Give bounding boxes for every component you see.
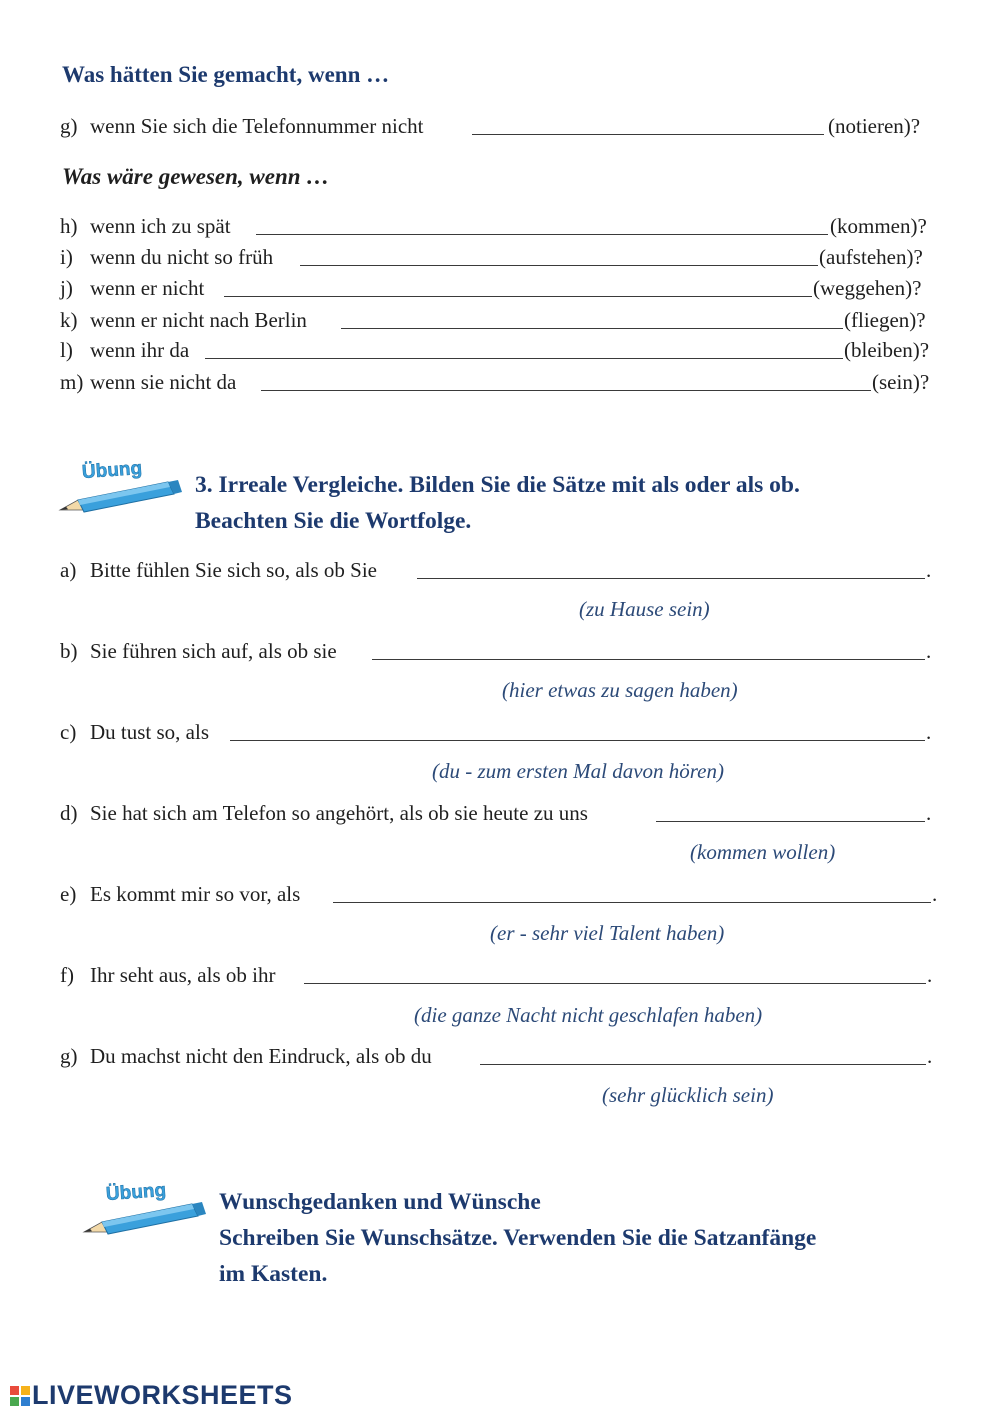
item-period: . — [926, 558, 932, 582]
exercise-item — [60, 112, 940, 140]
item-label: c) — [60, 720, 77, 744]
exercise-item — [60, 799, 940, 827]
item-text: wenn er nicht — [90, 276, 205, 300]
item-period: . — [927, 963, 933, 987]
item-text: wenn ich zu spät — [90, 214, 231, 238]
answer-blank[interactable] — [304, 983, 926, 984]
item-period: . — [927, 1044, 933, 1068]
exercise-badge-label: Übung — [105, 1179, 167, 1206]
answer-blank[interactable] — [300, 265, 818, 266]
item-hint: (die ganze Nacht nicht geschlafen haben) — [414, 1003, 763, 1027]
exercise-title-line: Wunschgedanken und Wünsche — [219, 1189, 541, 1215]
item-label: m) — [60, 370, 84, 394]
item-hint-verb: (notieren)? — [828, 114, 921, 138]
exercise-item — [60, 336, 940, 364]
answer-blank[interactable] — [333, 902, 931, 903]
item-period: . — [932, 882, 938, 906]
item-label: f) — [60, 963, 74, 987]
item-text: wenn du nicht so früh — [90, 245, 274, 269]
item-hint-verb: (weggehen)? — [813, 276, 922, 300]
item-label: d) — [60, 801, 78, 825]
exercise-title-line: Beachten Sie die Wortfolge. — [195, 508, 472, 534]
item-period: . — [926, 720, 932, 744]
logo-grid-icon — [10, 1386, 30, 1406]
item-text: wenn ihr da — [90, 338, 190, 362]
item-label: b) — [60, 639, 78, 663]
item-text: wenn er nicht nach Berlin — [90, 308, 307, 332]
exercise-item — [60, 368, 940, 396]
item-label: i) — [60, 245, 73, 269]
item-hint-verb: (fliegen)? — [844, 308, 926, 332]
exercise-item — [60, 718, 940, 746]
item-hint: (er - sehr viel Talent haben) — [490, 921, 725, 945]
item-text: wenn sie nicht da — [90, 370, 237, 394]
item-label: g) — [60, 1044, 78, 1068]
exercise-title-line: 3. Irreale Vergleiche. Bilden Sie die Sätze mit als oder als ob. — [195, 472, 800, 498]
answer-blank[interactable] — [256, 234, 828, 235]
exercise-item — [60, 961, 940, 989]
item-hint: (kommen wollen) — [690, 840, 836, 864]
exercise-title-line: Schreiben Sie Wunschsätze. Verwenden Sie die Satzanfänge — [219, 1225, 817, 1251]
item-text: Es kommt mir so vor, als — [90, 882, 301, 906]
exercise-item — [60, 556, 940, 584]
exercise-badge — [80, 1179, 210, 1242]
item-label: l) — [60, 338, 73, 362]
exercise-badge-label: Übung — [81, 457, 143, 484]
item-hint: (du - zum ersten Mal davon hören) — [432, 759, 725, 783]
exercise-item — [60, 274, 940, 302]
exercise-item — [60, 637, 940, 665]
item-hint: (zu Hause sein) — [579, 597, 710, 621]
exercise-item — [60, 243, 940, 271]
liveworksheets-logo[interactable] — [10, 1380, 293, 1410]
logo-text: LIVEWORKSHEETS — [32, 1380, 293, 1410]
item-hint: (hier etwas zu sagen haben) — [502, 678, 738, 702]
item-period: . — [926, 801, 932, 825]
exercise-badge — [56, 457, 186, 520]
exercise-item — [60, 212, 940, 240]
answer-blank[interactable] — [261, 390, 871, 391]
item-text: Du machst nicht den Eindruck, als ob du — [90, 1044, 432, 1068]
section-heading-past: Was wäre gewesen, wenn … — [62, 164, 330, 189]
item-text: wenn Sie sich die Telefonnummer nicht — [90, 114, 424, 138]
answer-blank[interactable] — [480, 1064, 926, 1065]
item-text: Bitte fühlen Sie sich so, als ob Sie — [90, 558, 377, 582]
item-hint-verb: (kommen)? — [830, 214, 927, 238]
item-hint-verb: (bleiben)? — [844, 338, 930, 362]
item-text: Sie führen sich auf, als ob sie — [90, 639, 337, 663]
answer-blank[interactable] — [230, 740, 925, 741]
answer-blank[interactable] — [656, 821, 925, 822]
exercise-item — [60, 306, 940, 334]
item-hint-verb: (sein)? — [872, 370, 930, 394]
item-label: a) — [60, 558, 77, 582]
item-text: Sie hat sich am Telefon so angehört, als ob sie heute zu uns — [90, 801, 588, 825]
answer-blank[interactable] — [472, 134, 824, 135]
item-label: j) — [60, 276, 73, 300]
answer-blank[interactable] — [372, 659, 925, 660]
item-text: Du tust so, als — [90, 720, 210, 744]
item-hint-verb: (aufstehen)? — [819, 245, 923, 269]
answer-blank[interactable] — [341, 328, 843, 329]
answer-blank[interactable] — [205, 358, 843, 359]
answer-blank[interactable] — [417, 578, 925, 579]
exercise-item — [60, 880, 940, 908]
item-label: g) — [60, 114, 78, 138]
exercise-item — [60, 1042, 940, 1070]
item-hint: (sehr glücklich sein) — [602, 1083, 774, 1107]
item-period: . — [926, 639, 932, 663]
exercise-title-line: im Kasten. — [219, 1261, 328, 1287]
item-label: h) — [60, 214, 78, 238]
item-label: e) — [60, 882, 77, 906]
answer-blank[interactable] — [224, 296, 812, 297]
item-text: Ihr seht aus, als ob ihr — [90, 963, 276, 987]
item-label: k) — [60, 308, 78, 332]
section-heading-hypothetical: Was hätten Sie gemacht, wenn … — [62, 62, 390, 87]
